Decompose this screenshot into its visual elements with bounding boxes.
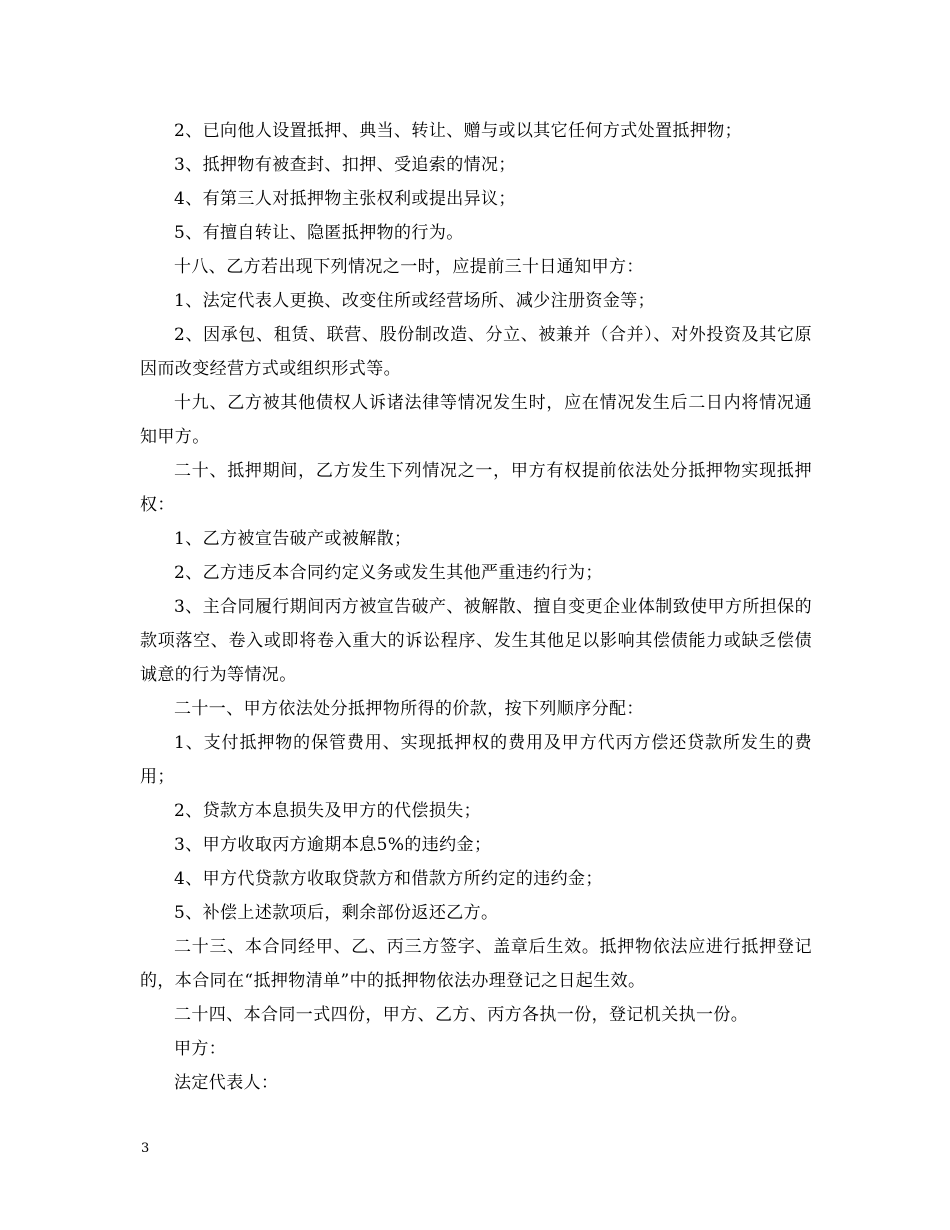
paragraph-clause-23: 二十三、本合同经甲、乙、丙三方签字、盖章后生效。抵押物依法应进行抵押登记的，本合同在“抵押物清单”中的抵押物依法办理登记之日起生效。 [140,937,812,991]
paragraph-clause-18-item-1: 1、法定代表人更换、改变住所或经营场所、减少注册资金等； [174,291,656,311]
paragraph-clause-17-item-2: 2、已向他人设置抵押、典当、转让、赠与或以其它任何方式处置抵押物； [174,121,743,141]
paragraph-clause-20-item-1: 1、乙方被宣告破产或被解散； [174,529,412,549]
paragraph-clause-17-item-4: 4、有第三人对抵押物主张权利或提出异议； [174,189,516,209]
paragraph-clause-20-item-3: 3、主合同履行期间丙方被宣告破产、被解散、擅自变更企业体制致使甲方所担保的款项落空、卷入或即将卷入重大的诉讼程序、发生其他足以影响其偿债能力或缺乏偿债诚意的行为等情况。 [140,597,812,685]
paragraph-clause-21-item-4: 4、甲方代贷款方收取贷款方和借款方所约定的违约金； [174,869,603,889]
document-body [140,114,812,1100]
paragraph-clause-24: 二十四、本合同一式四份，甲方、乙方、丙方各执一份，登记机关执一份。 [174,1005,749,1025]
paragraph-clause-20-item-2: 2、乙方违反本合同约定义务或发生其他严重违约行为； [174,563,603,583]
paragraph-clause-21-item-1: 1、支付抵押物的保管费用、实现抵押权的费用及甲方代丙方偿还贷款所发生的费用； [140,733,812,787]
paragraph-clause-21-item-3: 3、甲方收取丙方逾期本息5%的违约金； [174,835,492,855]
paragraph-clause-21: 二十一、甲方依法处分抵押物所得的价款，按下列顺序分配： [174,699,644,719]
paragraph-clause-18: 十八、乙方若出现下列情况之一时，应提前三十日通知甲方： [174,257,644,277]
page-number: 3 [141,1141,150,1156]
paragraph-clause-20: 二十、抵押期间，乙方发生下列情况之一，甲方有权提前依法处分抵押物实现抵押权： [140,461,812,515]
paragraph-clause-19: 十九、乙方被其他债权人诉诸法律等情况发生时，应在情况发生后二日内将情况通知甲方。 [140,393,812,447]
paragraph-clause-18-item-2: 2、因承包、租赁、联营、股份制改造、分立、被兼并（合并）、对外投资及其它原因而改变经营方式或组织形式等。 [140,325,812,379]
signature-party-a: 甲方： [174,1039,227,1059]
paragraph-clause-21-item-2: 2、贷款方本息损失及甲方的代偿损失； [174,801,482,821]
paragraph-clause-17-item-5: 5、有擅自转让、隐匿抵押物的行为。 [174,223,464,243]
paragraph-clause-21-item-5: 5、补偿上述款项后，剩余部份返还乙方。 [174,903,499,923]
signature-legal-representative: 法定代表人： [174,1073,279,1093]
paragraph-clause-17-item-3: 3、抵押物有被查封、扣押、受追索的情况； [174,155,516,175]
